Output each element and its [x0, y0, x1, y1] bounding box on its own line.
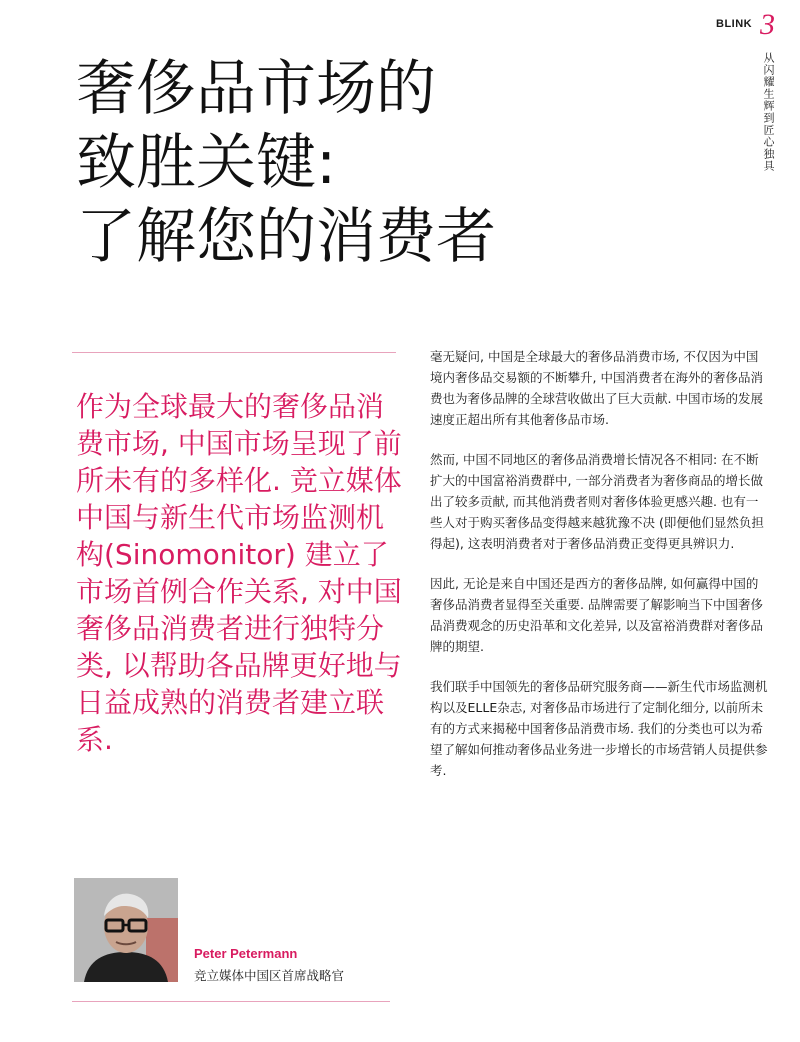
pull-quote: 作为全球最大的奢侈品消费市场, 中国市场呈现了前所未有的多样化. 竞立媒体中国与新生代市场监测机构(Sinomonitor) 建立了市场首例合作关系, 对中国奢侈品消费者进行独特分类, 以帮助各品牌更好地与日益成熟的消费者建立联系.: [76, 390, 402, 756]
divider-top: [72, 352, 396, 353]
page-number: 3: [760, 8, 775, 41]
title-line-2: 致胜关键:: [76, 128, 337, 198]
body-paragraph: 因此, 无论是来自中国还是西方的奢侈品牌, 如何赢得中国的奢侈品消费者显得至关重要. 品牌需要了解影响当下中国奢侈品消费观念的历史沿革和文化差异, 以及富裕消费群对奢侈品牌的期望.: [430, 576, 763, 654]
author-name: Peter Petermann: [194, 946, 298, 961]
section-caption: 从闪耀生辉到匠心独具: [762, 52, 775, 172]
title-line-1: 奢侈品市场的: [76, 54, 436, 124]
body-paragraph: 毫无疑问, 中国是全球最大的奢侈品消费市场, 不仅因为中国境内奢侈品交易额的不断攀升, 中国消费者在海外的奢侈品消费也为奢侈品牌的全球营收做出了巨大贡献. 中国市场的发展速度正超出所有其他奢侈品市场.: [430, 349, 763, 427]
page-title: [76, 52, 676, 274]
body-paragraph: 我们联手中国领先的奢侈品研究服务商——新生代市场监测机构以及ELLE杂志, 对奢侈品市场进行了定制化细分, 以前所未有的方式来揭秘中国奢侈品消费市场. 我们的分类也可以为希望了解如何推动奢侈品业务进一步增长的市场营销人员提供参考.: [430, 679, 768, 778]
author-photo: [74, 878, 178, 982]
author-portrait-image: [74, 878, 178, 982]
brand-label: BLINK: [716, 18, 753, 30]
title-line-3: 了解您的消费者: [76, 202, 496, 272]
author-role: 竞立媒体中国区首席战略官: [194, 968, 345, 983]
divider-bottom: [72, 1001, 390, 1002]
body-text-column: [430, 346, 770, 800]
body-paragraph: 然而, 中国不同地区的奢侈品消费增长情况各不相同: 在不断扩大的中国富裕消费群中, 一部分消费者为奢侈商品的增长做出了较多贡献, 而其他消费者则对奢侈体验更感兴趣. 也有一些人对于购买奢侈品变得越来越犹豫不决 (即便他们显然负担得起), 这表明消费者对于奢侈品消费正变得更具辨识力.: [430, 452, 764, 551]
